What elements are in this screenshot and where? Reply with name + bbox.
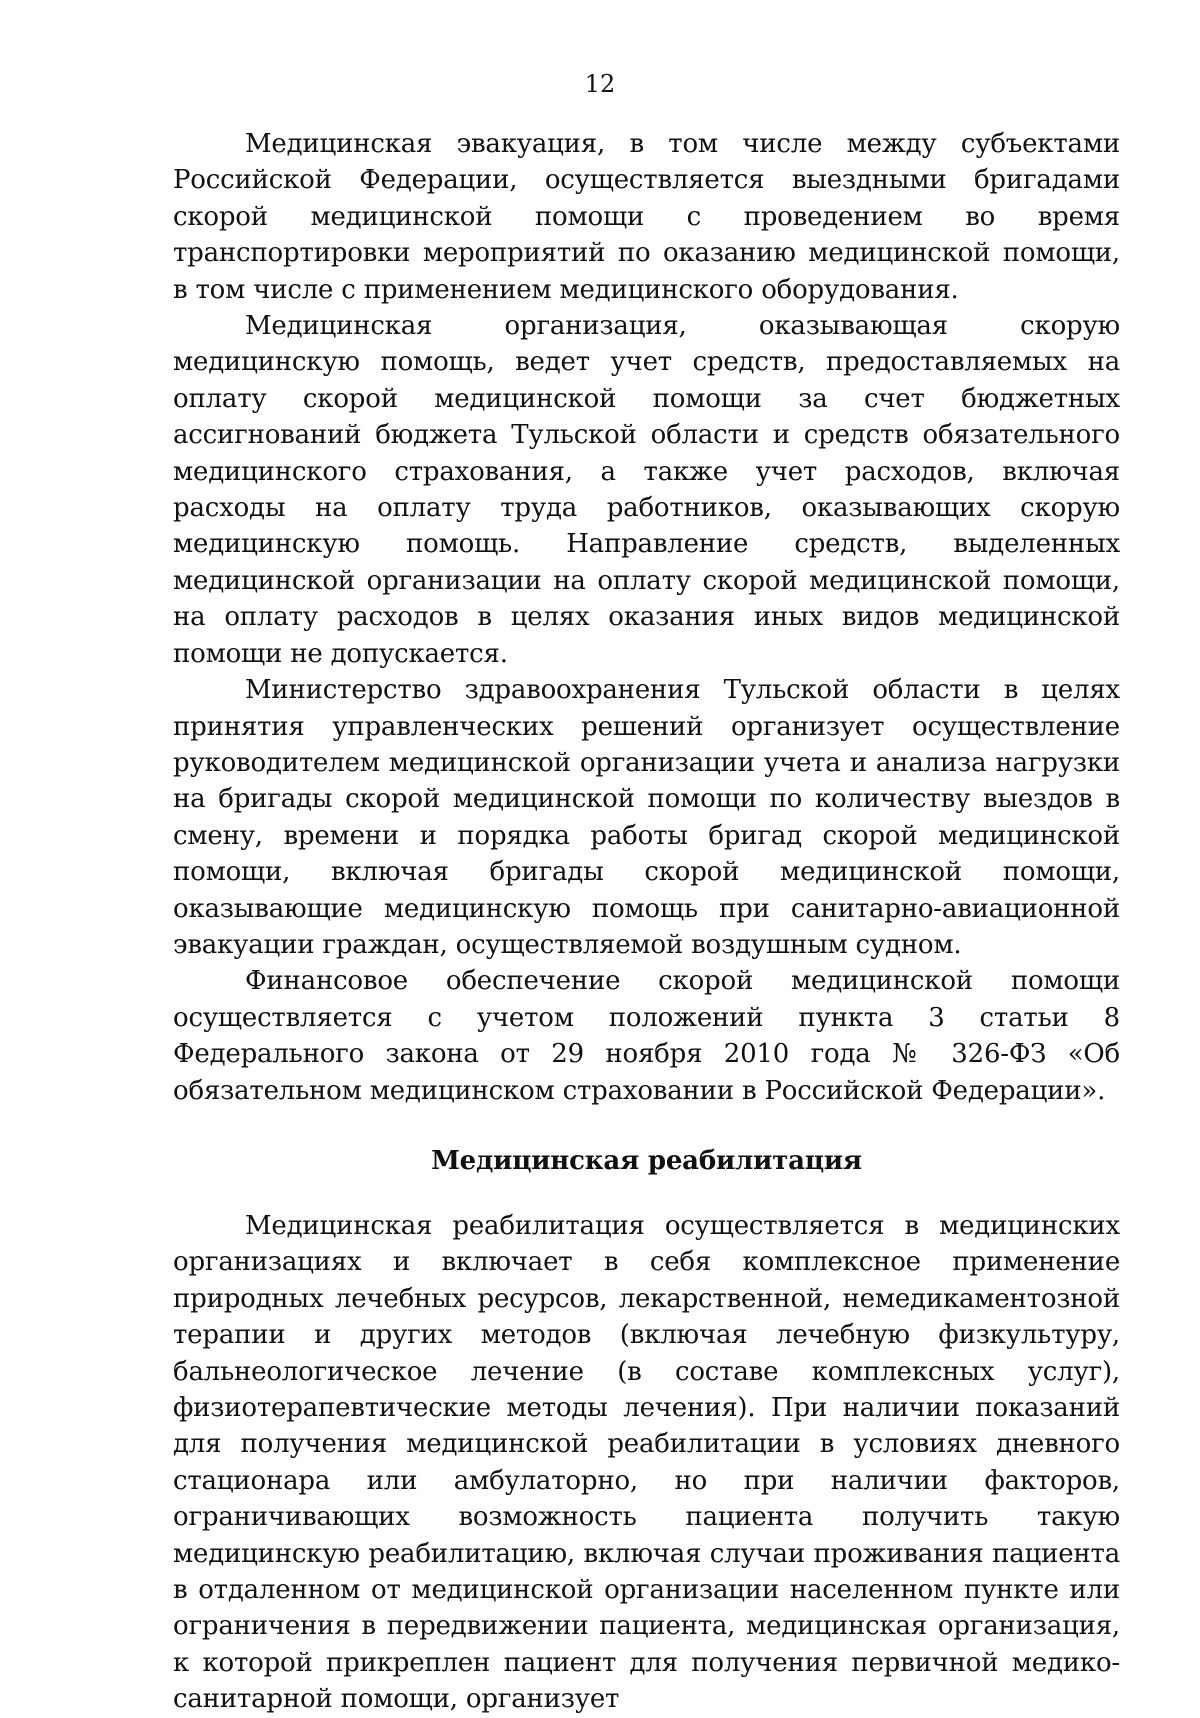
page-number: 12 [584,70,616,98]
paragraph-medical-evacuation: Медицинская эвакуация, в том числе между субъектами Российской Федерации, осуществляется выездными бригадами скорой медицинской помощи с проведением во время транспортировки мероприятий по оказанию медицинской помощи, в том числе с применением медицинского оборудования. [173,129,1120,305]
section-heading: Медицинская реабилитация [431,1145,862,1176]
paragraph-accounting: Медицинская организация, оказывающая скорую медицинскую помощь, ведет учет средств, предоставляемых на оплату скорой медицинской помощи за счет бюджетных ассигнований бюджета Тульской области и средств обязательного медицинского страхования, а также учет расходов, включая расходы на оплату труда работников, оказывающих скорую медицинскую помощь. Направление средств, выделенных медицинской организации на оплату скорой медицинской помощи, на оплату расходов в целях оказания иных видов медицинской помощи не допускается. [173,311,1120,669]
paragraph-financing: Финансовое обеспечение скорой медицинской помощи осуществляется с учетом положений пункта 3 статьи 8 Федерального закона от 29 ноября 2010 года № 326-ФЗ «Об обязательном медицинском страховании в Российской Федерации». [173,966,1120,1106]
paragraph-ministry: Министерство здравоохранения Тульской области в целях принятия управленческих решений организует осуществление руководителем медицинской организации учета и анализа нагрузки на бригады скорой медицинской помощи по количеству выездов в смену, времени и порядка работы бригад скорой медицинской помощи, включая бригады скорой медицинской помощи, оказывающие медицинскую помощь при санитарно-авиационной эвакуации граждан, осуществляемой воздушным судном. [173,675,1120,960]
document-body [173,126,1120,1718]
paragraph-rehabilitation: Медицинская реабилитация осуществляется в медицинских организациях и включает в себя комплексное применение природных лечебных ресурсов, лекарственной, немедикаментозной терапии и других методов (включая лечебную физкультуру, бальнеологическое лечение (в составе комплексных услуг), физиотерапевтические методы лечения). При наличии показаний для получения медицинской реабилитации в условиях дневного стационара или амбулаторно, но при наличии факторов, ограничивающих возможность пациента получить такую медицинскую реабилитацию, включая случаи проживания пациента в отдаленном от медицинской организации населенном пункте или ограничения в передвижении пациента, медицинская организация, к которой прикреплен пациент для получения первичной медико-санитарной помощи, организует [173,1210,1120,1715]
